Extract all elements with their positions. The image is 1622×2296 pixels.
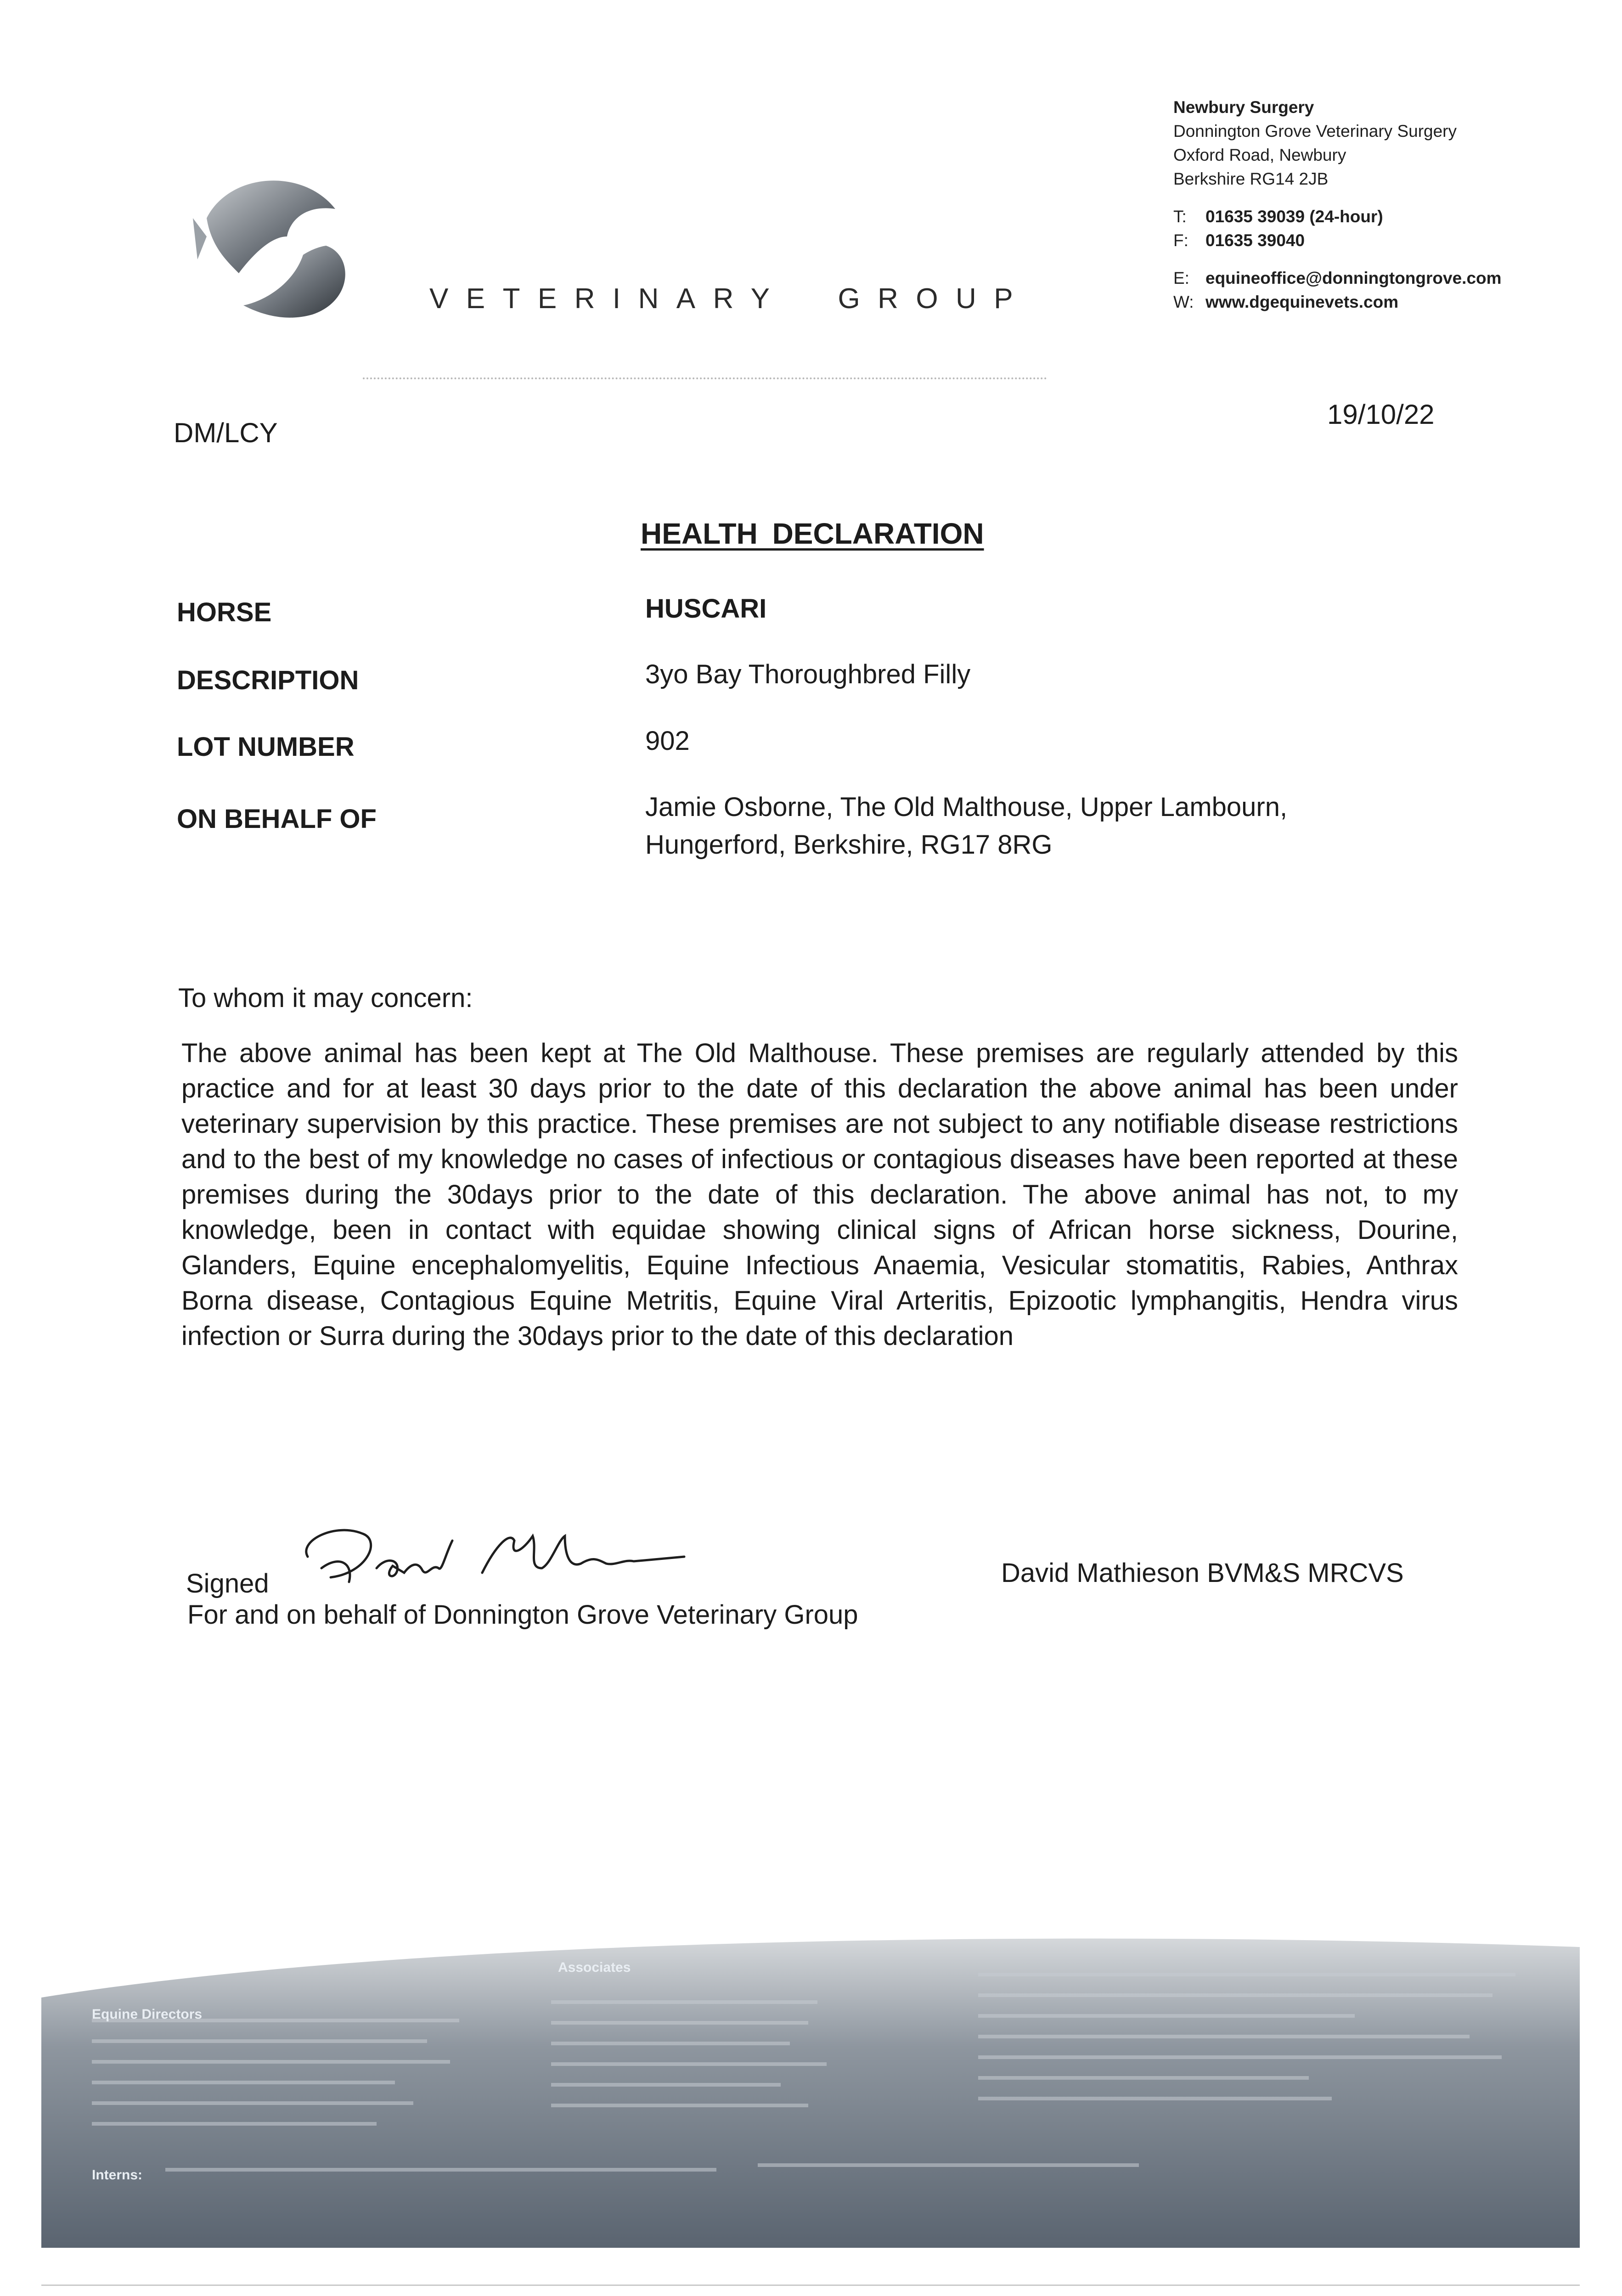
footer-band [0, 1910, 1622, 2259]
fax-number: 01635 39040 [1205, 231, 1305, 250]
phone-row: T: 01635 39039 (24-hour) [1173, 207, 1383, 226]
on-behalf-line: Hungerford, Berkshire, RG17 8RG [645, 830, 1053, 860]
group-wordmark: VETERINARY GROUP [429, 283, 1031, 315]
page-bottom-rule [41, 2285, 1580, 2286]
signed-label: Signed [186, 1569, 269, 1598]
email-address: equineoffice@donningtongrove.com [1205, 269, 1502, 287]
signatory-name: David Mathieson BVM&S MRCVS [1001, 1558, 1404, 1588]
surgery-name: Newbury Surgery [1173, 98, 1314, 117]
fax-row: F: 01635 39040 [1173, 231, 1305, 250]
veterinary-group-logo [188, 168, 358, 324]
description-label: DESCRIPTION [177, 665, 359, 695]
footer-directors-heading: Equine Directors [92, 2007, 203, 2022]
lot-number-value: 902 [645, 726, 690, 756]
description-value: 3yo Bay Thoroughbred Filly [645, 659, 971, 689]
web-row: W: www.dgequinevets.com [1173, 293, 1399, 311]
email-row: E: equineoffice@donningtongrove.com [1173, 269, 1502, 287]
on-behalf-value [645, 788, 1287, 864]
on-behalf-label: ON BEHALF OF [177, 804, 377, 834]
horse-label: HORSE [177, 597, 272, 627]
horse-value: HUSCARI [645, 594, 767, 624]
lot-number-label: LOT NUMBER [177, 732, 355, 762]
contact-block [1173, 96, 1502, 314]
footer-interns-label: Interns: [92, 2167, 143, 2183]
declaration-body: The above animal has been kept at The Old Malthouse. These premises are regularly attended by this practice and for at least 30 days prior to the date of this declaration the above animal has been under veterinary supervision by this practice. These premises are not subject to any notifiable disease restrictions and to the best of my knowledge no cases of infectious or contagious diseases have been reported at these premises during the 30days prior to the date of this declaration. The above animal has not, to my knowledge, been in contact with equidae showing clinical signs of African horse sickness, Dourine, Glanders, Equine encephalomyelitis, Equine Infectious Anaemia, Vesicular stomatitis, Rabies, Anthrax Borna disease, Contagious Equine Metritis, Equine Viral Arteritis, Epizootic lymphangitis, Hendra virus infection or Surra during the 30days prior to the date of this declaration [181, 1038, 1458, 1351]
phone-number: 01635 39039 (24-hour) [1205, 207, 1383, 226]
letter-date: 19/10/22 [1327, 399, 1435, 430]
header-divider [363, 377, 1047, 379]
address-line: Berkshire RG14 2JB [1173, 169, 1329, 188]
footer-associates-heading: Associates [558, 1960, 631, 1975]
salutation: To whom it may concern: [178, 983, 473, 1013]
on-behalf-statement: For and on behalf of Donnington Grove Veterinary Group [187, 1600, 858, 1630]
address-line: Oxford Road, Newbury [1173, 146, 1346, 164]
reference-code: DM/LCY [174, 417, 278, 448]
page-title: HEALTH DECLARATION [641, 517, 984, 550]
handwritten-signature [294, 1513, 689, 1591]
on-behalf-line: Jamie Osborne, The Old Malthouse, Upper Lambourn, [645, 792, 1288, 822]
address-line: Donnington Grove Veterinary Surgery [1173, 122, 1457, 141]
website: www.dgequinevets.com [1205, 293, 1399, 311]
